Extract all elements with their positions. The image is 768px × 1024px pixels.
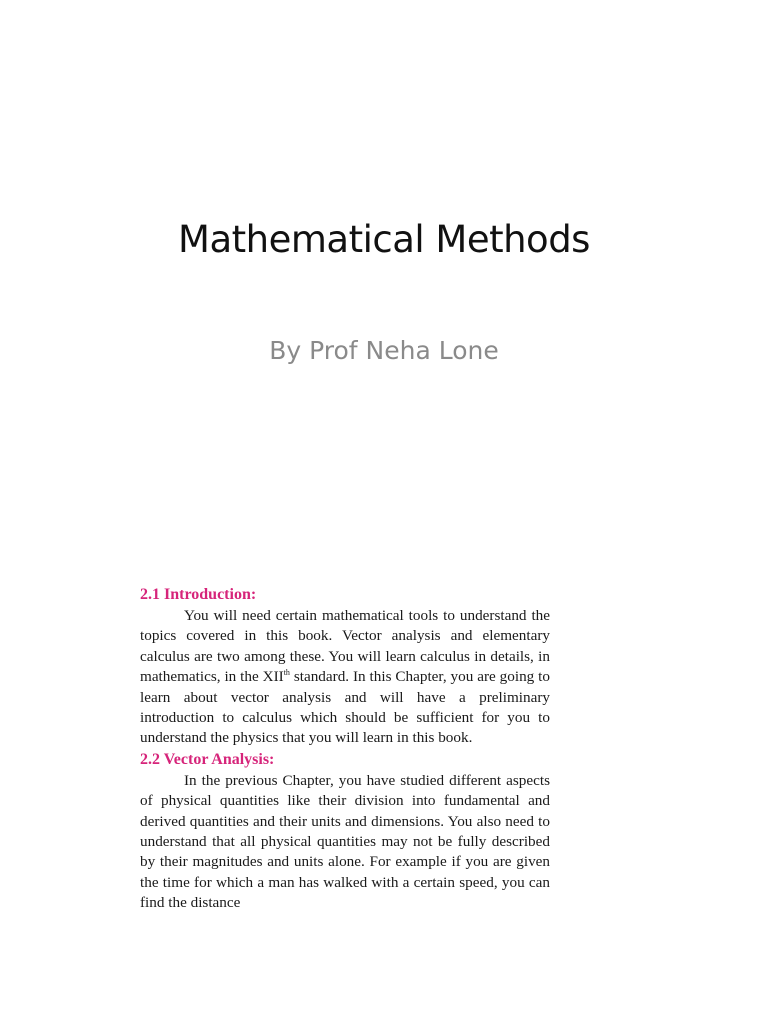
slide-title: Mathematical Methods (178, 218, 590, 261)
section-heading-introduction: 2.1 Introduction: (140, 586, 257, 603)
introduction-text-part-1: You will need certain mathematical tools to understand the topics covered in this book. Vector analysis and elementary calculus are two among these. You will learn calculus in details, in mathematics, in the XII (140, 607, 550, 686)
slide-subtitle: By Prof Neha Lone (269, 336, 499, 365)
textbook-page-excerpt (140, 584, 550, 914)
introduction-text-part-2: standard. In this Chapter, you are going to learn about vector analysis and will have a preliminary introduction to calculus which should be sufficient for you to understand the physics that you will learn in this book. (140, 668, 550, 747)
superscript-th: th (283, 668, 290, 678)
section-heading-vector-analysis: 2.2 Vector Analysis: (140, 750, 275, 768)
vector-analysis-paragraph: In the previous Chapter, you have studied different aspects of physical quantities like their division into fundamental and derived quantities and their units and dimensions. You also need to understand that all physical quantities may not be fully described by their magnitudes and units alone. For example if you are given the time for which a man has walked with a certain speed, you can find the distance (140, 771, 550, 912)
introduction-paragraph (140, 606, 550, 749)
